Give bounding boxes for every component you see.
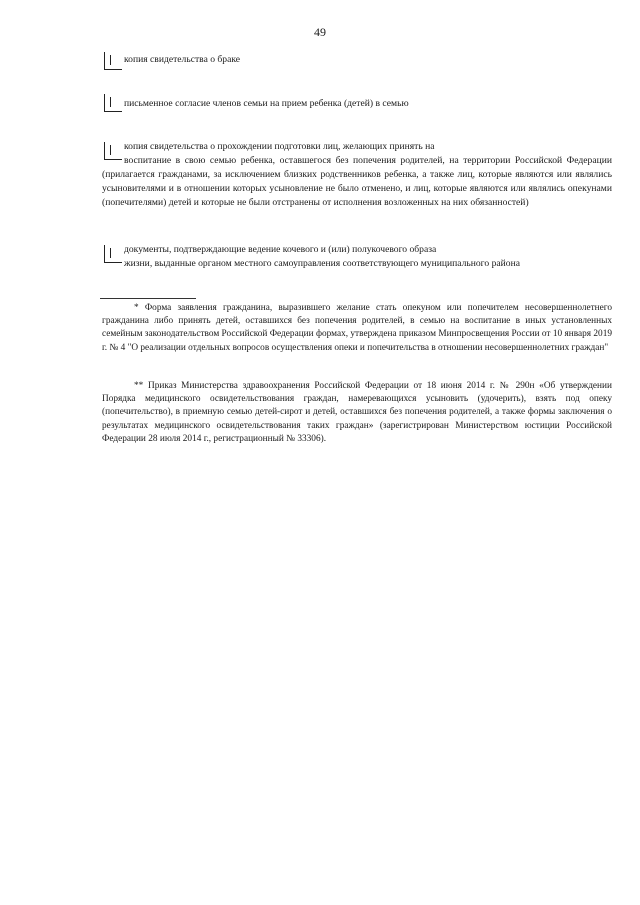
- checkbox-icon[interactable]: [104, 142, 122, 160]
- footnote-2: ** Приказ Министерства здравоохранения Российской Федерации от 18 июня 2014 г. № 290н «Об утверждении Порядка медицинского освидетельствования граждан, намеревающихся усыновить (удочерить), взять под опеку (попечительство), в приемную семью детей-сирот и детей, оставшихся без попечения родителей, а также формы заключения о результатах медицинского освидетельствования таких граждан» (зарегистрирован Министерством юстиции Российской Федерации 28 июля 2014 г., регистрационный № 33306).: [102, 381, 612, 444]
- checkbox-icon[interactable]: [104, 52, 122, 70]
- checkbox-icon[interactable]: [104, 245, 122, 263]
- document-item-training-certificate: [104, 140, 612, 210]
- item-text: копия свидетельства о браке: [124, 54, 241, 65]
- footnote-1: * Форма заявления гражданина, выразившего желание стать опекуном или попечителем несовершеннолетнего гражданина либо принять детей, оставшихся без попечения родителей, в семью на воспитание в иных установленных семейным законодательством Российской Федерации формах, утверждена приказом Минпросвещения России от 10 января 2019 г. № 4 "О реализации отдельных вопросов осуществления опеки и попечительства в отношении несовершеннолетних граждан": [102, 303, 612, 353]
- item-text-line1: копия свидетельства о прохождении подготовки лиц, желающих принять на: [124, 141, 435, 152]
- document-item-marriage-certificate: [104, 50, 612, 67]
- page-number: 49: [314, 25, 326, 39]
- item-text-line1: документы, подтверждающие ведение кочевого и (или) полукочевого образа: [124, 244, 437, 255]
- item-text: письменное согласие членов семьи на прием ребенка (детей) в семью: [124, 98, 409, 109]
- footnote-separator: [100, 298, 196, 299]
- item-text-continuation: воспитание в свою семью ребенка, оставшегося без попечения родителей, на территории Российской Федерации (прилагается гражданами, за исключением близких родственников ребенка, а также лиц, которые являются или являлись усыновителями и в отношении которых усыновление не было отменено, и лиц, которые являются или являлись опекунами (попечителями) детей и которые не были отстранены от исполнения возложенных на них обязанностей): [102, 155, 612, 208]
- item-text-continuation: жизни, выданные органом местного самоуправления соответствующего муниципального района: [124, 258, 520, 269]
- document-item-nomadic-lifestyle: [104, 243, 612, 271]
- document-item-family-consent: [104, 94, 612, 111]
- checkbox-icon[interactable]: [104, 94, 122, 112]
